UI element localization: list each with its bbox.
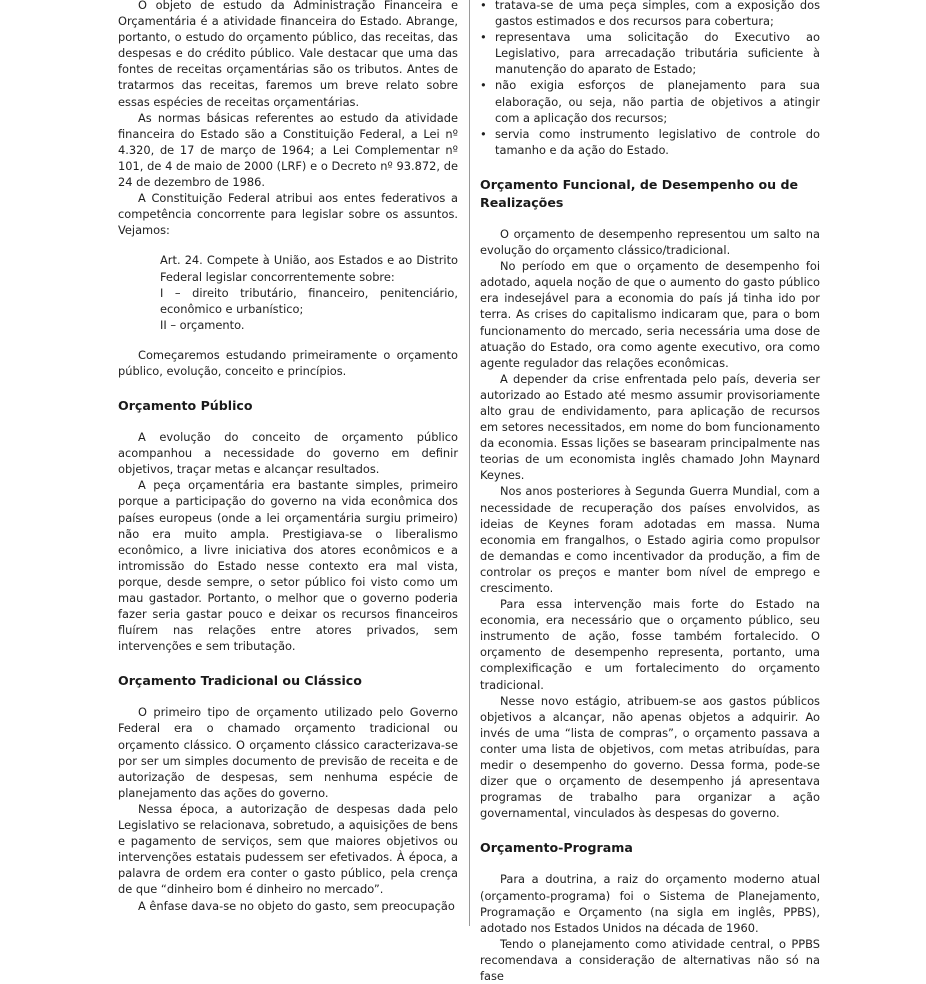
paragraph: A ênfase dava-se no objeto do gasto, sem preocupação: [138, 898, 455, 913]
quote-line: I – direito tributário, financeiro, penitenciário, econômico e urbanístico;: [160, 285, 458, 316]
list-item: • servia como instrumento legislativo de controle do tamanho e da ação do Estado.: [480, 126, 820, 158]
quote-line: II – orçamento.: [160, 317, 245, 332]
right-column: [480, 0, 820, 984]
list-item: • representava uma solicitação do Executivo ao Legislativo, para arrecadação tributária suficiente à manutenção do aparato de Estado;: [480, 29, 820, 77]
section-heading: Orçamento Funcional, de Desempenho ou de Realizações: [480, 176, 799, 210]
section-heading: Orçamento Tradicional ou Clássico: [118, 673, 362, 689]
paragraph: O orçamento de desempenho representou um salto na evolução do orçamento clássico/tradicional.: [480, 226, 820, 258]
paragraph: Para essa intervenção mais forte do Estado na economia, era necessário que o orçamento público, seu instrumento de ação, fosse também fortalecido. O orçamento de desempenho representa, portanto, uma complexificação e um fortalecimento do orçamento tradicional.: [480, 597, 820, 692]
paragraph: A Constituição Federal atribui aos entes federativos a competência concorrente para legislar sobre os assuntos. Vejamos:: [118, 191, 458, 238]
legal-quote: [160, 252, 458, 332]
section-heading: Orçamento-Programa: [480, 840, 633, 856]
paragraph: Para a doutrina, a raiz do orçamento moderno atual (orçamento-programa) foi o Sistema de Planejamento, Programação e Orçamento (na sigla em inglês, PPBS), adotado nos Estados Unidos na década de 1960.: [480, 872, 820, 935]
list-item: • não exigia esforços de planejamento para sua elaboração, ou seja, não partia de objetivos a atingir com a aplicação dos recursos;: [480, 77, 820, 125]
bullet-list: [480, 0, 820, 158]
paragraph: No período em que o orçamento de desempenho foi adotado, aquela noção de que o aumento do gasto público era indesejável para a economia do país já tinha ido por terra. As crises do capitalismo indicaram que, para o bom funcionamento do mercado, seria necessária uma dose de atuação do Estado, ora como agente executivo, ora como agente regulador das relações econômicas.: [480, 259, 820, 370]
paragraph: O primeiro tipo de orçamento utilizado pelo Governo Federal era o chamado orçamento tradicional ou orçamento clássico. O orçamento clássico caracterizava-se por ser um simples documento de previsão de receita e de autorização de despesas, sem nenhuma espécie de planejamento das ações do governo.: [118, 705, 458, 800]
paragraph: Nessa época, a autorização de despesas dada pelo Legislativo se relacionava, sobretudo, a aquisições de bens e pagamento de serviços, sem que maiores objetivos ou intervenções estatais pudessem ser efetivados. À época, a palavra de ordem era conter o gasto público, pela crença de que “dinheiro bom é dinheiro no mercado”.: [118, 801, 458, 897]
paragraph: A evolução do conceito de orçamento público acompanhou a necessidade do governo em definir objetivos, traçar metas e alcançar resultados.: [118, 430, 458, 477]
paragraph: A peça orçamentária era bastante simples, primeiro porque a participação do governo na vida econômica dos países europeus (onde a lei orçamentária surgiu primeiro) não era muito ampla. Prestigiava-se o liberalismo econômico, a livre iniciativa dos atores econômicos e a intromissão do Estado nesse contexto era mal vista, porque, desde sempre, o setor público foi visto como um mau gastador. Portanto, o melhor que o governo poderia fazer seria gastar pouco e deixar os recursos financeiros fluírem nas relações entre atores privados, sem intervenções e sem tributação.: [118, 478, 458, 654]
paragraph: Nesse novo estágio, atribuem-se aos gastos públicos objetivos a alcançar, não apenas objetos a adquirir. Ao invés de uma “lista de compras”, o orçamento passava a conter uma lista de objetivos, com metas atribuídas, para medir o desempenho do governo. Dessa forma, pode-se dizer que o orçamento de desempenho já apresentava programas de trabalho para organizar a ação governamental, vinculados às despesas do governo.: [480, 693, 820, 821]
paragraph: Começaremos estudando primeiramente o orçamento público, evolução, conceito e princípios.: [118, 347, 458, 378]
paragraph: Tendo o planejamento como atividade central, o PPBS recomendava a consideração de alternativas não só na fase: [480, 936, 820, 983]
paragraph: Nos anos posteriores à Segunda Guerra Mundial, com a necessidade de recuperação dos países envolvidos, as ideias de Keynes foram adotadas em massa. Numa economia em frangalhos, o Estado agiria como propulsor de demandas e como incentivador da produção, a fim de controlar os preços e manter bom nível de emprego e crescimento.: [480, 484, 820, 595]
section-heading: Orçamento Público: [118, 398, 253, 414]
quote-line: Art. 24. Compete à União, aos Estados e ao Distrito Federal legislar concorrentemente sobre:: [160, 253, 458, 284]
paragraph: O objeto de estudo da Administração Financeira e Orçamentária é a atividade financeira do Estado. Abrange, portanto, o estudo do orçamento público, das receitas, das despesas e do crédito público. Vale destacar que uma das fontes de receitas orçamentárias são os tributos. Antes de tratarmos das receitas, faremos um breve relato sobre essas espécies de receitas orçamentárias.: [118, 0, 458, 109]
column-divider: [469, 0, 470, 926]
paragraph: A depender da crise enfrentada pelo país, deveria ser autorizado ao Estado até mesmo assumir provisoriamente alto grau de endividamento, para aplicação de recursos em setores necessitados, em nome do bom funcionamento da economia. Essas lições se basearam principalmente nas teorias de um economista inglês chamado John Maynard Keynes.: [480, 371, 820, 483]
list-item: • tratava-se de uma peça simples, com a exposição dos gastos estimados e dos recursos para cobertura;: [480, 0, 820, 29]
left-column: [118, 0, 458, 914]
paragraph: As normas básicas referentes ao estudo da atividade financeira do Estado são a Constituição Federal, a Lei nº 4.320, de 17 de março de 1964; a Lei Complementar nº 101, de 4 de maio de 2000 (LRF) e o Decreto nº 93.872, de 24 de dezembro de 1986.: [118, 110, 458, 190]
